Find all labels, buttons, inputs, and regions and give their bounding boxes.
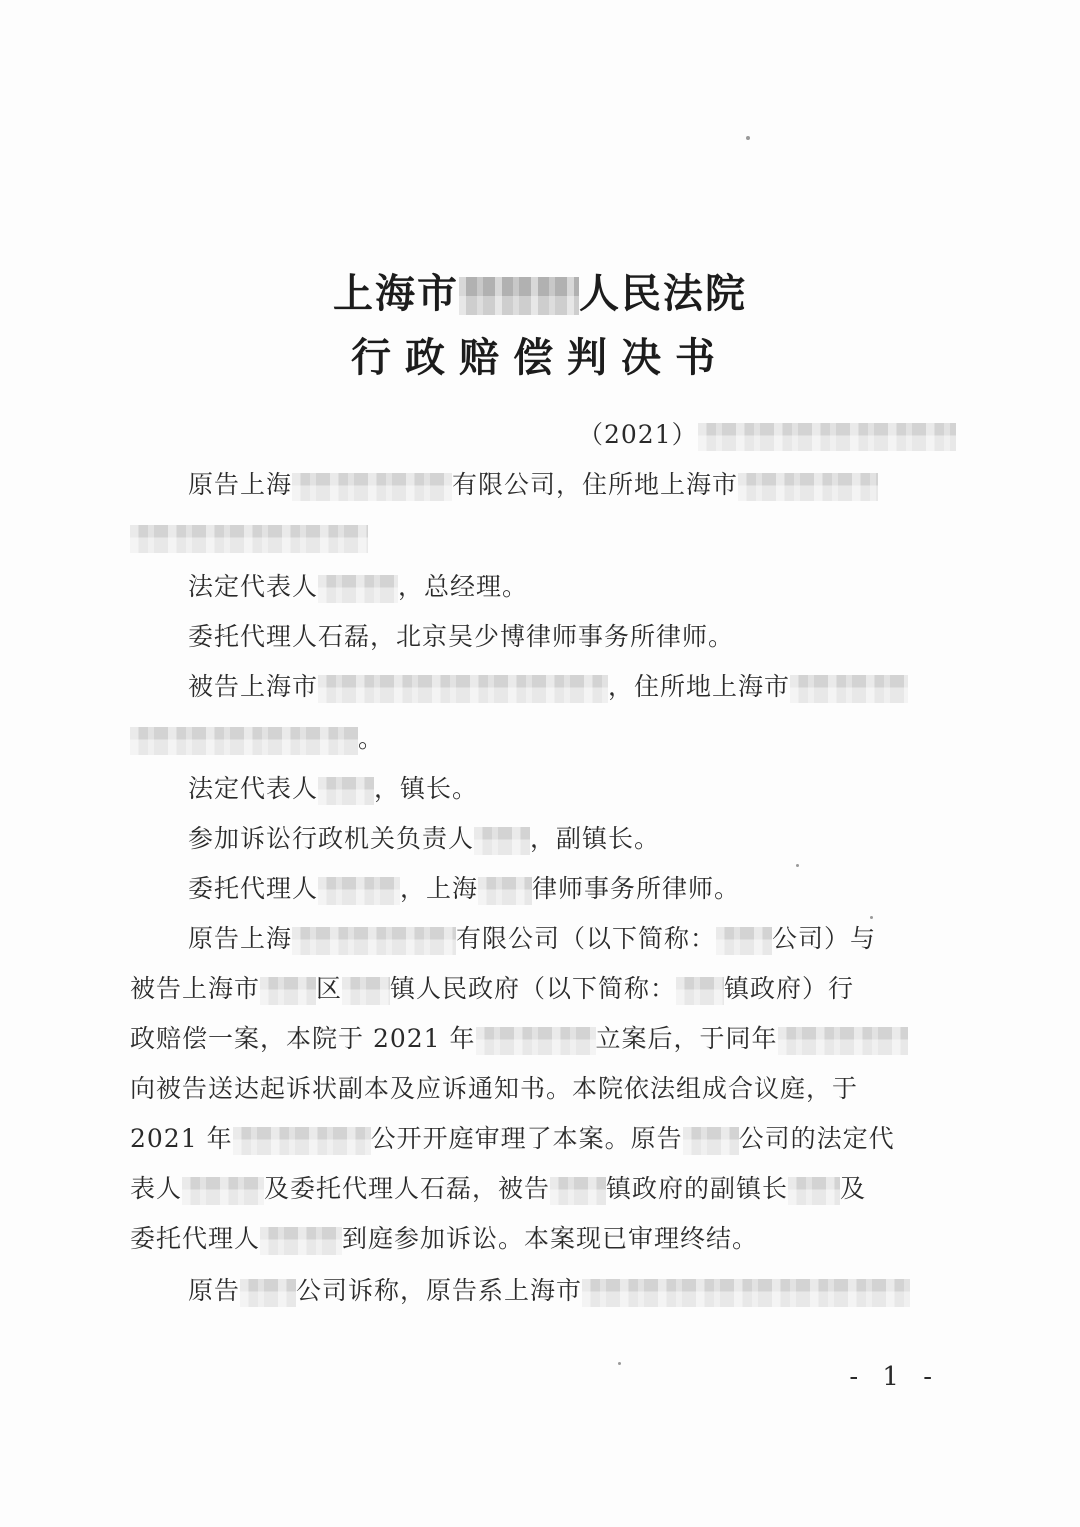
plaintiff-rep-line <box>188 570 528 604</box>
redaction <box>716 927 772 955</box>
defendant-address-line <box>130 722 384 756</box>
scan-speck <box>618 1362 621 1365</box>
defendant-rep-line <box>188 772 478 806</box>
text-run: 有限公司，住所地上海市 <box>452 470 739 499</box>
redaction <box>683 1127 739 1155</box>
text-run: 被告上海市 <box>130 974 261 1003</box>
plaintiff-line <box>188 468 878 502</box>
redaction <box>130 727 358 755</box>
text-run: 立案后，于同年 <box>595 1024 778 1053</box>
redaction <box>292 927 456 955</box>
text-run: 律师事务所律师。 <box>532 874 741 903</box>
text-run: 镇政府）行 <box>724 974 855 1003</box>
text-run: 原告上海 <box>188 470 293 499</box>
body-line <box>130 972 854 1006</box>
redaction <box>318 777 374 805</box>
redaction <box>182 1177 264 1205</box>
defendant-line <box>188 670 908 704</box>
agency-head-line <box>188 822 660 856</box>
text-run: 及 <box>840 1174 867 1203</box>
text-run: 参加诉讼行政机关负责人 <box>188 824 475 853</box>
case-number <box>578 418 956 452</box>
redaction <box>130 525 368 553</box>
text-run: 公司诉称，原告系上海市 <box>296 1276 583 1305</box>
text-run: 被告上海市 <box>188 672 319 701</box>
redaction <box>476 1027 596 1055</box>
page-number: - 1 - <box>849 1362 940 1392</box>
document-type: 行政赔偿判决书 <box>351 335 729 381</box>
redaction <box>459 277 579 315</box>
redaction <box>240 1279 296 1307</box>
body-line <box>130 1022 908 1056</box>
text-run: ，总经理。 <box>398 572 529 601</box>
case-year: （2021） <box>578 420 698 449</box>
redaction <box>778 1027 908 1055</box>
text-run: 公开开庭审理了本案。原告 <box>370 1124 683 1153</box>
court-suffix: 人民法院 <box>579 271 747 317</box>
body-line <box>130 1222 758 1256</box>
body-line <box>188 1274 910 1308</box>
text-run: 原告 <box>188 1276 241 1305</box>
redaction <box>318 575 398 603</box>
body-line <box>188 922 876 956</box>
redaction <box>550 1177 606 1205</box>
redaction <box>582 1279 910 1307</box>
redaction <box>342 977 390 1005</box>
redaction <box>233 1127 371 1155</box>
plaintiff-agent-line: 委托代理人石磊，北京吴少博律师事务所律师。 <box>188 622 735 651</box>
text-run: 法定代表人 <box>188 774 319 803</box>
text-run: 表人 <box>130 1174 183 1203</box>
text-run: 2021 年 <box>130 1124 233 1153</box>
text-run: 委托代理人 <box>130 1224 261 1253</box>
text-run: 委托代理人 <box>188 874 319 903</box>
redaction <box>788 1177 840 1205</box>
text-run: 区 <box>316 974 343 1003</box>
redaction <box>790 675 908 703</box>
text-run: 镇人民政府（以下简称： <box>390 974 677 1003</box>
text-run: 镇政府的副镇长 <box>606 1174 789 1203</box>
redaction <box>318 877 400 905</box>
court-prefix: 上海市 <box>333 271 459 317</box>
redaction <box>260 1227 342 1255</box>
text-run: 及委托代理人石磊，被告 <box>264 1174 551 1203</box>
scan-speck <box>746 136 750 140</box>
redaction <box>676 977 724 1005</box>
redaction <box>738 473 878 501</box>
redaction <box>318 675 608 703</box>
redaction <box>260 977 316 1005</box>
body-line <box>130 1122 895 1156</box>
redaction <box>478 877 532 905</box>
body-line: 向被告送达起诉状副本及应诉通知书。本院依法组成合议庭，于 <box>130 1074 859 1103</box>
text-run: 有限公司（以下简称： <box>456 924 717 953</box>
redaction <box>698 423 956 451</box>
text-run: 。 <box>358 724 385 753</box>
court-title <box>0 262 1080 319</box>
body-line <box>130 1172 866 1206</box>
text-run: 到庭参加诉讼。本案现已审理终结。 <box>342 1224 759 1253</box>
text-run: ，镇长。 <box>374 774 479 803</box>
text-run: 政赔偿一案，本院于 2021 年 <box>130 1024 476 1053</box>
text-run: ，副镇长。 <box>530 824 661 853</box>
plaintiff-address-line <box>130 520 368 554</box>
text-run: 原告上海 <box>188 924 293 953</box>
redaction <box>474 827 530 855</box>
text-run: ，住所地上海市 <box>608 672 791 701</box>
text-run: ，上海 <box>400 874 479 903</box>
text-run: 法定代表人 <box>188 572 319 601</box>
text-run: 公司的法定代 <box>738 1124 895 1153</box>
text-run: 公司）与 <box>772 924 877 953</box>
scan-speck <box>796 864 799 867</box>
defendant-agent-line <box>188 872 740 906</box>
redaction <box>292 473 452 501</box>
scan-speck <box>870 916 873 919</box>
